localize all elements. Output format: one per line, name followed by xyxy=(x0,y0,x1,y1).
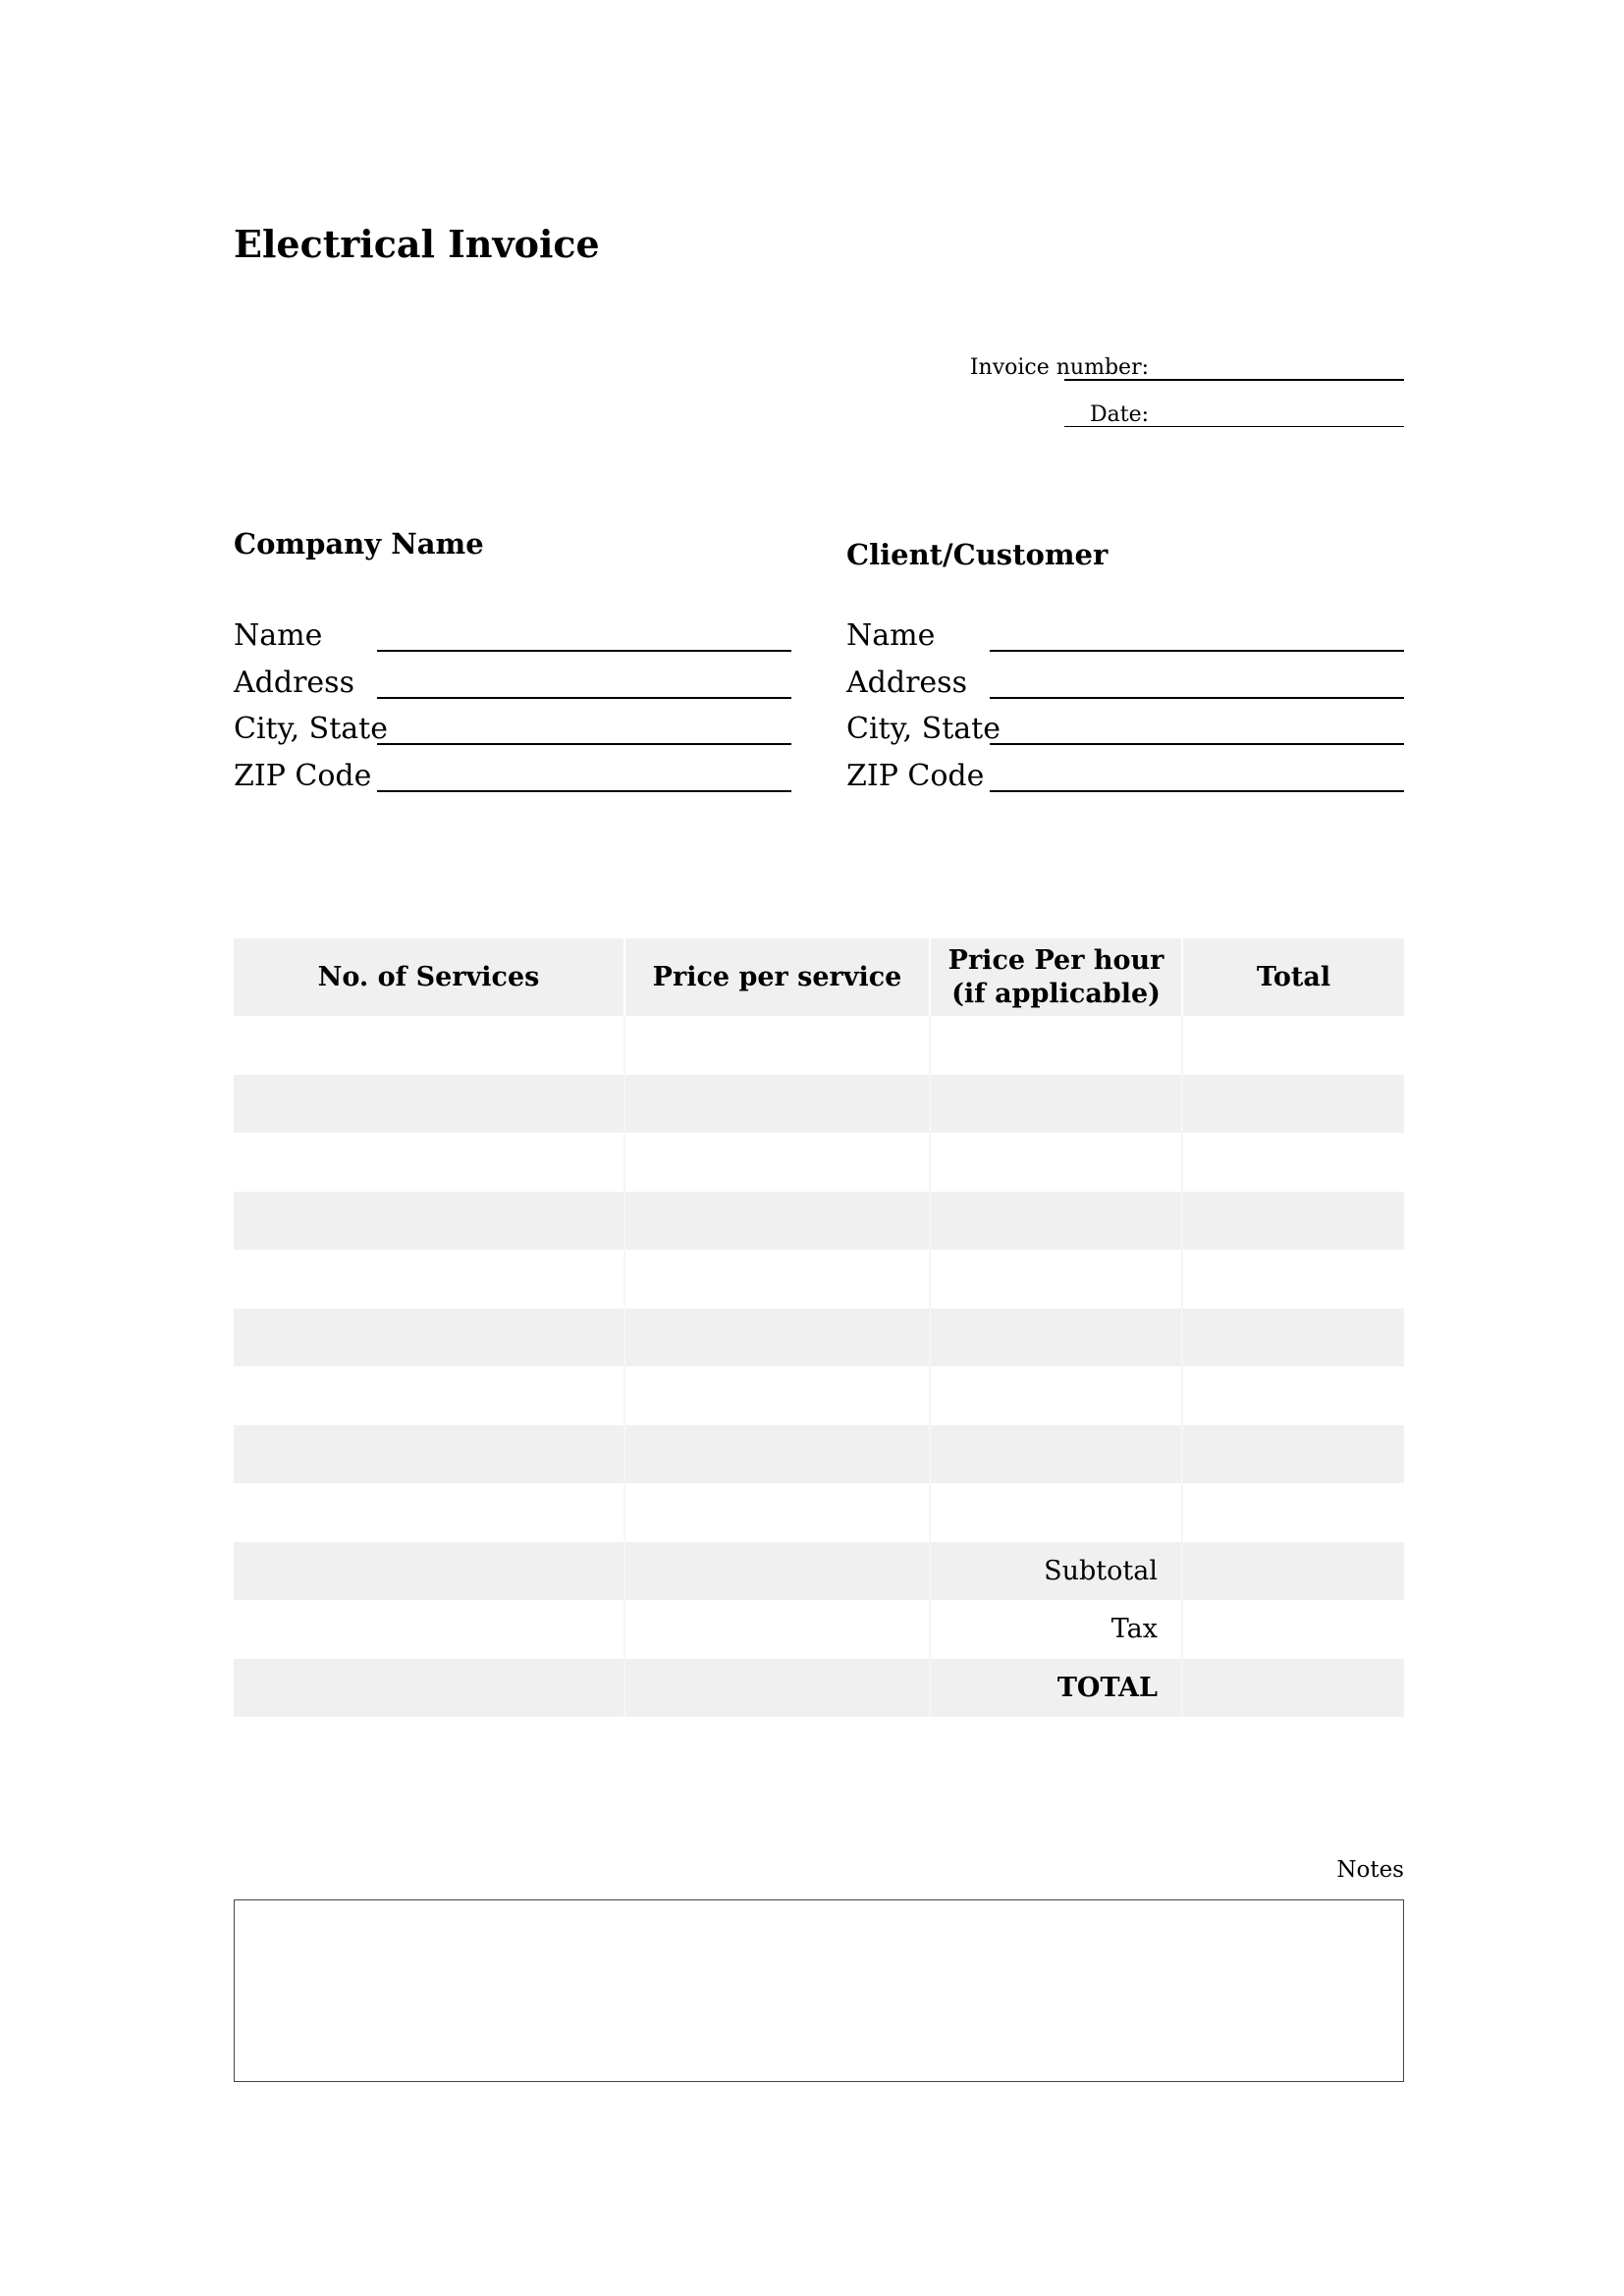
invoice-number-row xyxy=(687,355,1404,395)
table-cell[interactable] xyxy=(1182,1133,1404,1192)
notes-box[interactable] xyxy=(234,1899,1404,2082)
table-row xyxy=(234,1425,1404,1484)
table-cell[interactable] xyxy=(624,1016,930,1075)
table-cell[interactable] xyxy=(1182,1250,1404,1308)
client-zip-label: ZIP Code xyxy=(846,759,985,793)
company-address-line[interactable] xyxy=(377,697,791,699)
table-header-row xyxy=(234,938,1404,1016)
table-cell[interactable] xyxy=(1182,1192,1404,1251)
table-cell[interactable] xyxy=(930,1308,1182,1367)
table-cell[interactable] xyxy=(1182,1075,1404,1134)
table-cell[interactable] xyxy=(930,1425,1182,1484)
table-cell[interactable] xyxy=(234,1250,624,1308)
table-cell[interactable] xyxy=(234,1308,624,1367)
col-header-total: Total xyxy=(1182,938,1404,1016)
table-cell[interactable] xyxy=(1182,1016,1404,1075)
client-name-line[interactable] xyxy=(990,650,1404,652)
company-zip-label: ZIP Code xyxy=(234,759,372,793)
client-zip-line[interactable] xyxy=(990,790,1404,792)
table-cell[interactable] xyxy=(234,1192,624,1251)
client-city-state-label: City, State xyxy=(846,712,1001,746)
table-cell[interactable] xyxy=(624,1133,930,1192)
table-cell xyxy=(234,1659,624,1718)
company-address-field xyxy=(234,666,791,709)
table-cell[interactable] xyxy=(234,1016,624,1075)
col-header-price-per-hour: Price Per hour (if applicable) xyxy=(930,938,1182,1016)
table-row xyxy=(234,1192,1404,1251)
company-name-label: Name xyxy=(234,618,323,653)
table-cell[interactable] xyxy=(234,1133,624,1192)
date-row xyxy=(687,402,1404,442)
table-cell[interactable] xyxy=(234,1075,624,1134)
table-cell[interactable] xyxy=(930,1483,1182,1542)
company-city-state-label: City, State xyxy=(234,712,388,746)
table-cell[interactable] xyxy=(930,1016,1182,1075)
subtotal-label: Subtotal xyxy=(930,1542,1182,1601)
company-zip-line[interactable] xyxy=(377,790,791,792)
company-name-line[interactable] xyxy=(377,650,791,652)
table-cell[interactable] xyxy=(930,1366,1182,1425)
client-zip-field xyxy=(846,759,1404,802)
table-cell[interactable] xyxy=(1182,1425,1404,1484)
client-name-label: Name xyxy=(846,618,936,653)
table-row xyxy=(234,1075,1404,1134)
table-cell[interactable] xyxy=(624,1425,930,1484)
table-cell[interactable] xyxy=(930,1192,1182,1251)
total-label: TOTAL xyxy=(930,1659,1182,1718)
company-city-state-field xyxy=(234,712,791,755)
table-cell[interactable] xyxy=(234,1366,624,1425)
table-row xyxy=(234,1250,1404,1308)
client-address-line[interactable] xyxy=(990,697,1404,699)
company-heading: Company Name xyxy=(234,527,484,561)
table-row xyxy=(234,1016,1404,1075)
date-field[interactable] xyxy=(1064,426,1404,427)
table-cell[interactable] xyxy=(624,1483,930,1542)
table-cell[interactable] xyxy=(234,1425,624,1484)
col-header-services: No. of Services xyxy=(234,938,624,1016)
invoice-number-label: Invoice number: xyxy=(969,355,1149,380)
table-cell[interactable] xyxy=(624,1250,930,1308)
table-cell xyxy=(234,1600,624,1659)
invoice-number-field[interactable] xyxy=(1064,379,1404,381)
table-cell[interactable] xyxy=(624,1192,930,1251)
table-cell[interactable] xyxy=(234,1483,624,1542)
company-address-label: Address xyxy=(234,666,354,700)
subtotal-value[interactable] xyxy=(1182,1542,1404,1601)
invoice-title: Electrical Invoice xyxy=(234,222,600,266)
total-value[interactable] xyxy=(1182,1659,1404,1718)
table-cell[interactable] xyxy=(624,1366,930,1425)
subtotal-row xyxy=(234,1542,1404,1601)
col-header-price-per-service: Price per service xyxy=(624,938,930,1016)
table-cell[interactable] xyxy=(930,1250,1182,1308)
table-row xyxy=(234,1308,1404,1367)
table-cell xyxy=(624,1659,930,1718)
client-city-state-line[interactable] xyxy=(990,743,1404,745)
table-cell[interactable] xyxy=(1182,1483,1404,1542)
tax-value[interactable] xyxy=(1182,1600,1404,1659)
company-name-field xyxy=(234,618,791,662)
table-cell[interactable] xyxy=(1182,1308,1404,1367)
table-cell[interactable] xyxy=(624,1308,930,1367)
table-row xyxy=(234,1133,1404,1192)
table-cell xyxy=(624,1542,930,1601)
table-cell[interactable] xyxy=(1182,1366,1404,1425)
client-name-field xyxy=(846,618,1404,662)
table-cell[interactable] xyxy=(624,1075,930,1134)
table-row xyxy=(234,1366,1404,1425)
table-row xyxy=(234,1483,1404,1542)
company-city-state-line[interactable] xyxy=(377,743,791,745)
tax-label: Tax xyxy=(930,1600,1182,1659)
company-zip-field xyxy=(234,759,791,802)
table-cell[interactable] xyxy=(930,1075,1182,1134)
date-label: Date: xyxy=(1089,402,1149,427)
client-address-label: Address xyxy=(846,666,967,700)
notes-label: Notes xyxy=(1336,1857,1404,1883)
tax-row xyxy=(234,1600,1404,1659)
table-cell[interactable] xyxy=(930,1133,1182,1192)
table-cell xyxy=(624,1600,930,1659)
client-address-field xyxy=(846,666,1404,709)
table-cell xyxy=(234,1542,624,1601)
client-heading: Client/Customer xyxy=(846,538,1109,571)
total-row xyxy=(234,1659,1404,1718)
services-table xyxy=(234,938,1404,1717)
client-city-state-field xyxy=(846,712,1404,755)
